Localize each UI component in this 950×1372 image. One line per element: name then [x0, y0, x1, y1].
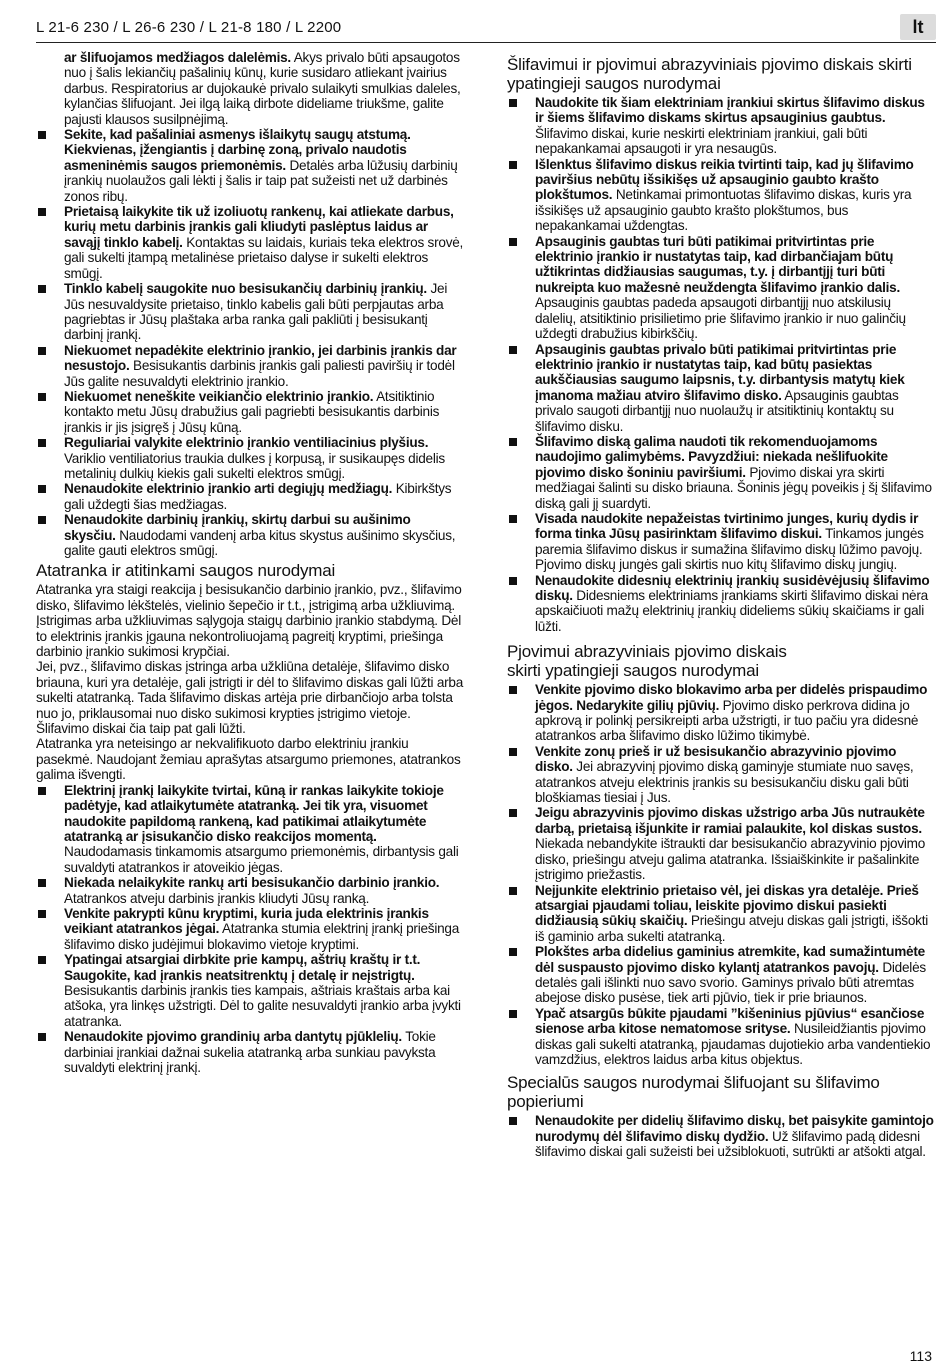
bullet-item	[36, 127, 464, 204]
bullet-body-text: Jei abrazyvinį pjovimo diską gaminyje stumiate nuo savęs, atatrankos atveju elektrinis įrankis su besisukančiu disku gali būti bloškiamas tiesiai į Jus.	[535, 759, 914, 806]
bullet-square-icon	[509, 515, 517, 523]
bullet-item	[36, 512, 464, 558]
bullet-body-text: Detalės arba lūžusių darbinių įrankių nuolaužos gali lėkti į šalis ir taip pat sužeisti net už darbinės zonos ribų.	[64, 157, 458, 204]
bullet-bold-text: Apsauginis gaubtas turi būti patikimai pritvirtintas prie elektrinio įrankio ir nustatytas taip, kad dirbančiajam būtų užtikrintas didžiausias saugumas, t.y. į dirbantįjį turi būti nukreipta kuo mažesnė neuždengta šlifavimo įrankio dalis.	[535, 233, 900, 295]
bullet-square-icon	[38, 956, 46, 964]
bullet-bold-text: Venkite pjovimo disko blokavimo arba per didelės prispaudimo jėgos. Nedarykite gilių pjūvių.	[535, 682, 928, 713]
bullet-body-text: Šlifavimo diskai, kurie neskirti elektriniam įrankiui, gali būti nepakankamai apsaugoti ir yra nesaugūs.	[535, 125, 868, 157]
body-paragraph: Atatranka yra neteisingo ar nekvalifikuoto darbo elektriniu įrankiu pasekmė. Naudojant žemiau aprašytas atsargumo priemones, atatrankos galima išvengti.	[36, 736, 461, 783]
bullet-body-text: Priešingu atveju diskas gali įstrigti, iššokti iš gaminio arba sukelti atatranką.	[535, 913, 928, 944]
bullet-bold-text: Nenaudokite darbinių įrankių, skirtų darbui su aušinimo skysčiu.	[64, 512, 411, 543]
bullet-item	[507, 944, 935, 1006]
bullet-bold-text: Ypatingai atsargiai dirbkite prie kampų, aštrių kraštų ir t.t. Saugokite, kad įrankis neatsitrenktų į detalę ir neįstrigtų.	[64, 952, 421, 983]
bullet-square-icon	[509, 809, 517, 817]
bullet-body-text: Jei Jūs nesuvaldysite prietaiso, tinklo kabelis gali būti perpjautas arba pagriebtas ir Jūsų plaštaka arba ranka gali pakliūti į besisukantį darbinį įrankį.	[64, 281, 448, 343]
bullet-item	[507, 573, 935, 635]
page-number: 113	[909, 1348, 932, 1364]
bullet-item	[36, 783, 464, 875]
page-header	[36, 12, 936, 43]
bullet-bold-text: Naudokite tik šiam elektriniam įrankiui skirtus šlifavimo diskus ir šiems šlifavimo diskams skirtus apsauginius gaubtus.	[535, 95, 925, 126]
bullet-list	[507, 682, 935, 1067]
bullet-body-text: Niekada nebandykite ištraukti dar besisukančio abrazyvinio pjovimo disko, priešingu atveju galima atatranka. Išsiaiškinkite ir pašalinkite įstrigimo priežastis.	[535, 836, 926, 883]
bullet-square-icon	[38, 516, 46, 524]
bullet-body-text: Pjovimo disko perkrova didina jo apkrovą ir polinkį persikreipti arba užstrigti, ir tuo pačiu yra didesnė atatrankos arba šlifavimo disko lūžimo tikimybė.	[535, 697, 919, 744]
bullet-bold-text: Visada naudokite nepažeistas tvirtinimo junges, kurių dydis ir forma tinka Jūsų pasirinktam šlifavimo diskui.	[535, 510, 919, 542]
bullet-item	[507, 1113, 935, 1159]
bullet-bold-text: Niekuomet neneškite veikiančio elektrinio įrankio.	[64, 388, 374, 404]
bullet-body-text: Tokie darbiniai įrankiai dažnai sukelia atatranką arba sunkiau pavyksta suvaldyti elektrinį įrankį.	[64, 1029, 436, 1075]
bullet-bold-text: Ypač atsargūs būkite pjaudami ”kišeninius pjūvius“ esančiose sienose arba kitose nematomose srityse.	[535, 1005, 925, 1037]
paragraph-group	[36, 582, 464, 782]
bullet-item	[36, 343, 464, 389]
bullet-bold-text: Venkite pakrypti kūnu kryptimi, kuria juda elektrinis įrankis veikiant atatrankos jėgai.	[64, 905, 429, 937]
bullet-square-icon	[38, 879, 46, 887]
bullet-item	[507, 342, 935, 434]
section-heading	[507, 642, 935, 680]
bullet-item	[507, 434, 935, 511]
bullet-item	[507, 744, 935, 806]
bullet-bold-text: Nenaudokite didesnių elektrinių įrankių susidėvėjusių šlifavimo diskų.	[535, 572, 930, 603]
right-column	[507, 50, 935, 1160]
section-heading: Šlifavimui ir pjovimui abrazyviniais pjovimo diskais skirti ypatingieji saugos nurodymai	[507, 55, 912, 93]
bullet-item	[36, 1029, 464, 1075]
bullet-bold-text: Nenaudokite per didelių šlifavimo diskų, bet paisykite gamintojo nurodymų dėl šlifavimo diskų dydžio.	[535, 1113, 934, 1144]
bullet-item	[507, 682, 935, 744]
bullet-square-icon	[38, 208, 46, 216]
bullet-bold-text: Venkite zonų prieš ir už besisukančio abrazyvinio pjovimo disko.	[535, 743, 897, 775]
section-heading-line: skirti ypatingieji saugos nurodymai	[507, 661, 759, 681]
bullet-body-text: Kontaktas su laidais, kuriais teka elektros srovė, gali sukelti įtampą metalinėse prietaiso dalyse ir sukelti elektros smūgį.	[64, 234, 464, 281]
bullet-square-icon	[38, 485, 46, 493]
bullet-square-icon	[509, 577, 517, 585]
bullet-square-icon	[509, 1117, 517, 1125]
bullet-bold-text: Sekite, kad pašaliniai asmenys išlaikytų saugų atstumą. Kiekvienas, įžengiantis į darbinę zoną, privalo naudotis asmeninėmis saugos priemonėmis.	[64, 127, 411, 173]
bullet-body-text: Didesniems elektriniams įrankiams skirti šlifavimo diskai nėra apskaičiuoti mažų elektrinių įrankių dideliems sūkių skaičiams ir gali lūžti.	[535, 588, 928, 634]
bullet-square-icon	[509, 686, 517, 694]
section-heading: Atatranka ir atitinkami saugos nurodymai	[36, 561, 336, 581]
bullet-bold-text: Reguliariai valykite elektrinio įrankio ventiliacinius plyšius.	[64, 435, 429, 451]
bullet-item	[507, 1006, 935, 1068]
bullet-body-text: Variklio ventiliatorius traukia dulkes į korpusą, ir susikaupęs didelis metalinių dulkių kiekis gali sukelti elektros smūgį.	[64, 450, 445, 481]
bullet-body-text: Kibirkštys gali uždegti šias medžiagas.	[64, 481, 452, 512]
bullet-item	[507, 805, 935, 882]
bullet-body-text: Didelės detalės gali išlinkti nuo savo svorio. Gaminys privalo būti atremtas abejose disko pusėse, tiek arti pjūvio, tiek ir prie briaunos.	[535, 959, 926, 1006]
lead-bold: ar šlifuojamos medžiagos dalelėmis.	[64, 50, 291, 65]
bullet-square-icon	[509, 238, 517, 246]
continued-paragraph	[36, 50, 464, 127]
bullet-bold-text: Niekuomet nepadėkite elektrinio įrankio, jei darbinis įrankis dar nesustojo.	[64, 342, 457, 374]
bullet-square-icon	[509, 161, 517, 169]
bullet-body-text: Atsitiktinio kontakto metu Jūsų drabužius gali pagriebti besisukantis darbinis įrankis ir jis įsigręš į Jūsų kūną.	[64, 388, 440, 435]
bullet-bold-text: Tinklo kabelį saugokite nuo besisukančių darbinių įrankių.	[64, 281, 427, 297]
bullet-bold-text: Elektrinį įrankį laikykite tvirtai, kūną ir rankas laikykite tokioje padėtyje, kad atlaikytumėte atatranką. Jei tik yra, visuomet naudokite papildomą rankeną, kad patikimai atlaikytumėte atatranką ar įsisukančio disko reakcijos momentą.	[64, 782, 444, 844]
bullet-item	[507, 95, 935, 157]
bullet-body-text: Netinkamai primontuotas šlifavimo diskas, kuris yra išsikišęs už apsauginio gaubto krašto plokštumos, bus nepakankamai uždengtas.	[535, 187, 912, 234]
bullet-square-icon	[38, 285, 46, 293]
bullet-item	[36, 906, 464, 952]
bullet-body-text: Apsauginis gaubtas privalo saugoti dirbantįjį nuo nuolaužų ir atsitiktinių kontaktų su šlifavimo disku.	[535, 387, 899, 434]
lead-text: Akys privalo būti apsaugotos nuo į šalis lekiančių pašalinių kūnų, kurie susidaro atliekant įvairius darbus. Respiratorius ar dujokaukė privalo sulaikyti smulkias daleles, kylančias šlifuojant. Jei ilgą laiką dirbote dideliame triukšme, galite pajusti klausos susilpnėjimą.	[64, 50, 461, 127]
bullet-item	[36, 481, 464, 512]
bullet-item	[36, 952, 464, 1029]
bullet-square-icon	[509, 438, 517, 446]
bullet-square-icon	[38, 910, 46, 918]
body-paragraph: Atatranka yra staigi reakcija į besisukančio darbinio įrankio, pvz., šlifavimo disko, šlifavimo lėkštelės, vielinio šepečio ir t.t., įstrigimą arba užkliuvimą. Įstrigimas arba užkliuvimas sąlygoja staigų darbinio įrankio stabdymą. Dėl to elektrinis įrankis įgauna nekontroliuojamą pagreitį kryptimi, priešinga darbinio įrankio sukimosi krypčiai.	[36, 582, 462, 660]
bullet-body-text: Besisukantis darbinis įrankis ties kampais, aštriais kraštais arba kai atšoka, yra linkęs užstrigti. Dėl to galite nesuvaldyti įrankio arba įvykti atatranka.	[64, 982, 461, 1029]
bullet-square-icon	[38, 347, 46, 355]
bullet-body-text: Apsauginis gaubtas padeda apsaugoti dirbantįjį nuo atskilusių dalelių, atsitiktinio prisilietimo prie šlifavimo įrankio ir nuo galinčių uždegti drabužius kibirkščių.	[535, 295, 906, 342]
bullet-list	[507, 1113, 935, 1159]
bullet-item	[507, 157, 935, 234]
bullet-item	[36, 281, 464, 343]
bullet-list	[507, 95, 935, 634]
bullet-square-icon	[509, 99, 517, 107]
bullet-square-icon	[38, 787, 46, 795]
bullet-list	[36, 783, 464, 1076]
bullet-body-text: Už šlifavimo padą didesni šlifavimo diskai gali sužeisti bei užsiblokuoti, sutrūkti ar atšokti atgal.	[535, 1128, 926, 1160]
bullet-square-icon	[509, 948, 517, 956]
bullet-item	[36, 875, 464, 906]
bullet-bold-text: Plokštes arba didelius gaminius atremkite, kad sumažintumėte dėl suspausto pjovimo disko kylantį atatrankos pavojų.	[535, 944, 925, 975]
header-title: L 21-6 230 / L 26-6 230 / L 21-8 180 / L 2200	[36, 18, 342, 36]
bullet-body-text: Naudodami vandenį arba kitus skystus aušinimo skysčius, galite gauti elektros smūgį.	[64, 527, 456, 558]
bullet-bold-text: Jeigu abrazyvinis pjovimo diskas užstrigo arba Jūs nutraukėte darbą, prietaisą išjunkite ir ramiai palaukite, kol diskas sustos.	[535, 805, 925, 836]
bullet-bold-text: Apsauginis gaubtas privalo būti patikimai pritvirtintas prie elektrinio įrankio ir nustatytas taip, kad būtų pasiektas aukščiausias saugumo laipsnis, t.y. dirbantysis matytų kiek įmanoma mažiau atviro šlifavimo disko.	[535, 341, 905, 403]
bullet-bold-text: Neįjunkite elektrinio prietaiso vėl, jei diskas yra detalėje. Prieš atsargiai pjaudami toliau, leiskite pjovimo diskui pasiekti didžiausią sūkių skaičių.	[535, 882, 919, 929]
bullet-body-text: Atatrankos atveju darbinis įrankis kliudyti Jūsų ranką.	[64, 890, 370, 906]
section-heading-line: Pjovimui abrazyviniais pjovimo diskais	[507, 642, 787, 662]
bullet-bold-text: Išlenktus šlifavimo diskus reikia tvirtinti taip, kad jų šlifavimo paviršius nebūtų išsikišęs už apsauginio gaubto krašto plokštumos.	[535, 156, 914, 203]
bullet-item	[36, 204, 464, 281]
bullet-item	[507, 511, 935, 573]
bullet-body-text: Nusileidžiantis pjovimo diskas gali sukelti atatranką, pjaudamas dujotiekio arba vandentiekio vamzdžius, elektros laidus arba kitus objektus.	[535, 1021, 931, 1067]
bullet-square-icon	[509, 887, 517, 895]
bullet-item	[507, 234, 935, 342]
bullet-square-icon	[509, 748, 517, 756]
bullet-body-text: Atatranka stumia elektrinį įrankį priešinga šlifavimo disko judėjimui blokavimo vietoje kryptimi.	[64, 921, 460, 952]
language-badge: lt	[900, 14, 936, 40]
bullet-body-text: Pjovimo diskai yra skirti medžiagai šalinti su disko briauna. Šoninis jėgų poveikis į šį šlifavimo diską gali jį suardyti.	[535, 464, 932, 511]
bullet-bold-text: Prietaisą laikykite tik už izoliuotų rankenų, kai atliekate darbus, kurių metu darbinis įrankis gali kliudyti paslėptus laidus ar savąjį tinklo kabelį.	[64, 204, 454, 250]
section-heading: Specialūs saugos nurodymai šlifuojant su šlifavimo popieriumi	[507, 1073, 880, 1112]
bullet-body-text: Naudodamasis tinkamomis atsargumo priemonėmis, dirbantysis gali suvaldyti atatrankos ir atoveikio jėgas.	[64, 844, 459, 875]
bullet-bold-text: Šlifavimo diską galima naudoti tik rekomenduojamoms naudojimo galimybėms. Pavyzdžiui: niekada nešlifuokite pjovimo disko šoniniu paviršiumi.	[535, 433, 888, 480]
bullet-square-icon	[38, 393, 46, 401]
bullet-square-icon	[38, 131, 46, 139]
bullet-bold-text: Nenaudokite elektrinio įrankio arti degiųjų medžiagų.	[64, 481, 393, 497]
bullet-item	[507, 883, 935, 945]
body-paragraph: Jei, pvz., šlifavimo diskas įstringa arba užkliūna detalėje, šlifavimo disko briauna, kuri yra detalėje, gali įstrigti ir dėl to šlifavimo diskas gali lūžti arba sukelti atatranką. Tada šlifavimo diskas artėja prie dirbančiojo arba tolsta nuo jo, priklausomai nuo disko sukimosi krypties įstrigimo vietoje. Šlifavimo diskai čia taip pat gali lūžti.	[36, 659, 464, 737]
bullet-square-icon	[38, 439, 46, 447]
bullet-square-icon	[509, 1010, 517, 1018]
left-column	[36, 50, 464, 1075]
bullet-item	[36, 435, 464, 481]
bullet-body-text: Tinkamos jungės paremia šlifavimo diskus ir sumažina šlifavimo diskų lūžimo pavojų. Pjovimo diskų jungės gali skirtis nuo kitų šlifavimo diskų jungių.	[535, 526, 924, 573]
bullet-square-icon	[38, 1033, 46, 1041]
bullet-square-icon	[509, 346, 517, 354]
bullet-item	[36, 389, 464, 435]
bullet-list	[36, 127, 464, 558]
bullet-bold-text: Niekada nelaikykite rankų arti besisukančio darbinio įrankio.	[64, 875, 440, 891]
bullet-bold-text: Nenaudokite pjovimo grandinių arba dantytų pjūklelių.	[64, 1029, 402, 1045]
bullet-body-text: Besisukantis darbinis įrankis gali paliesti paviršių ir todėl Jūs galite nesuvaldyti elektrinio įrankio.	[64, 358, 455, 389]
